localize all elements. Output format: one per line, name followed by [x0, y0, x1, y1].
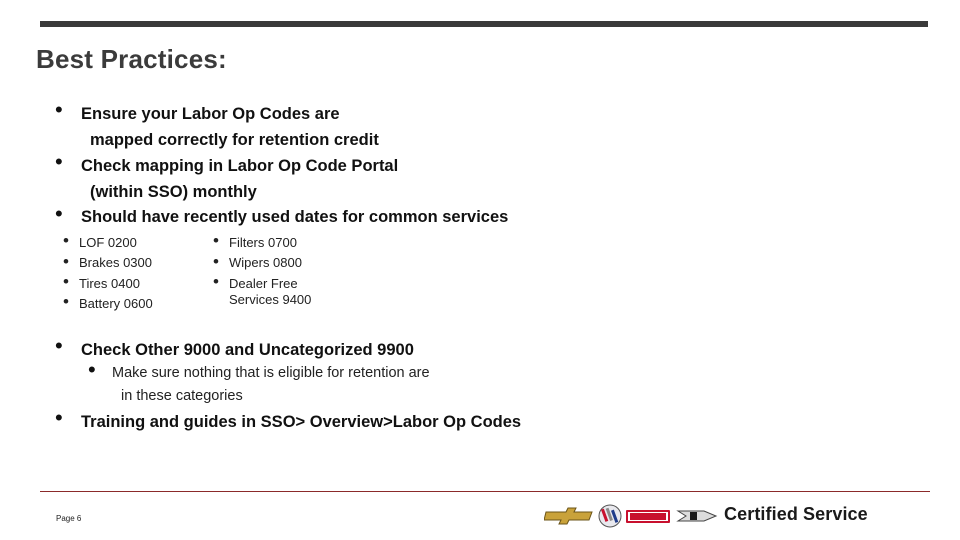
- code-item: Filters 0700: [229, 235, 297, 250]
- bullet-dot: •: [55, 333, 63, 358]
- bullet-2-line2: (within SSO) monthly: [90, 183, 257, 201]
- code-dot: •: [63, 252, 69, 271]
- code-dot: •: [213, 252, 219, 271]
- code-dot: •: [63, 231, 69, 250]
- bullet-dot: •: [55, 97, 63, 122]
- code-dot: •: [63, 272, 69, 291]
- code-item: Tires 0400: [79, 276, 140, 291]
- code-dot: •: [63, 292, 69, 311]
- bullet-1-line2: mapped correctly for retention credit: [90, 131, 379, 149]
- code-item: Wipers 0800: [229, 255, 302, 270]
- chevrolet-logo: [544, 508, 592, 524]
- slide-title: Best Practices:: [36, 44, 227, 74]
- bullet-3: Should have recently used dates for common services: [81, 208, 509, 226]
- buick-logo: [599, 505, 621, 527]
- code-item: LOF 0200: [79, 235, 137, 250]
- bullet-1-line1: Ensure your Labor Op Codes are: [81, 105, 340, 123]
- cadillac-logo: [678, 511, 716, 521]
- page-number: Page 6: [56, 514, 82, 523]
- code-item: Services 9400: [229, 292, 312, 307]
- code-item: Brakes 0300: [79, 255, 152, 270]
- bullet-dot: •: [55, 149, 63, 174]
- bullet-2-line1: Check mapping in Labor Op Code Portal: [81, 157, 399, 175]
- gmc-logo: [626, 510, 670, 523]
- bullet-training: Training and guides in SSO> Overview>Labor Op Codes: [81, 413, 522, 431]
- sub-bullet-line2: in these categories: [121, 388, 243, 404]
- certified-service-wordmark: Certified Service: [724, 504, 868, 524]
- top-rule: [40, 21, 928, 27]
- sub-bullet-line1: Make sure nothing that is eligible for retention are: [112, 365, 430, 381]
- code-item: Battery 0600: [79, 296, 153, 311]
- bullet-dot: •: [55, 405, 63, 430]
- sub-bullet-dot: •: [88, 357, 96, 382]
- bullet-dot: •: [55, 201, 63, 226]
- code-item: Dealer Free: [229, 276, 298, 291]
- bullet-other: Check Other 9000 and Uncategorized 9900: [81, 341, 414, 359]
- bottom-rule: [40, 491, 930, 492]
- code-dot: •: [213, 272, 219, 291]
- code-dot: •: [213, 231, 219, 250]
